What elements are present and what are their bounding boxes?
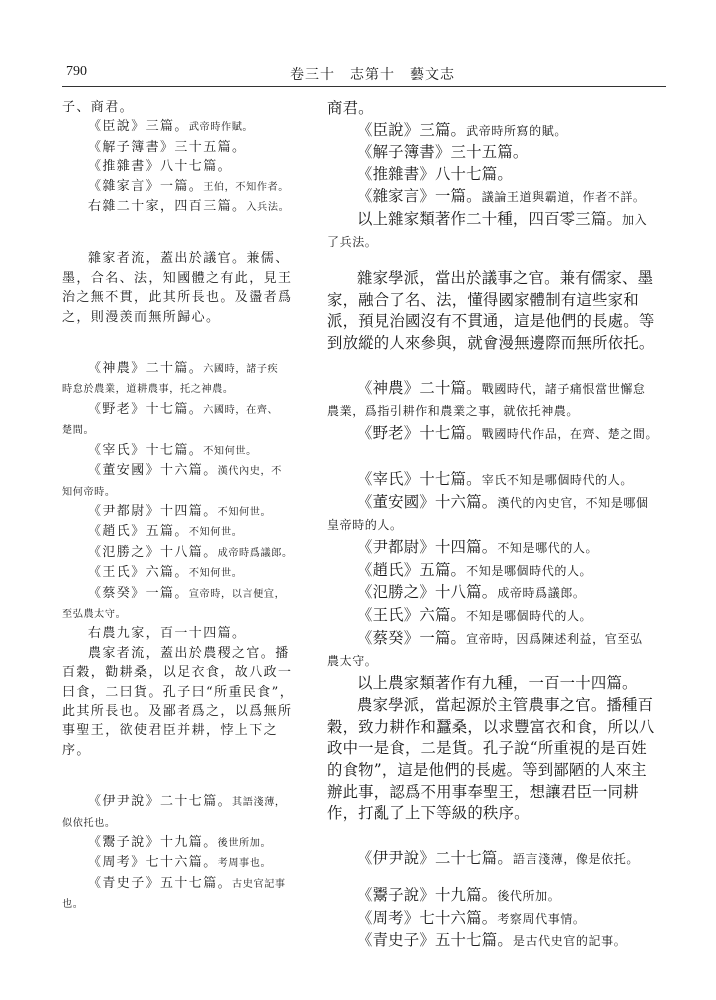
- line-annotation: 宣帝時，因爲陳述利益，官至弘: [466, 631, 643, 646]
- line-main-text: 《解子簿書》三十五篇。: [88, 139, 247, 155]
- line-main-text: 《伊尹說》二十七篇。: [357, 849, 513, 868]
- line-annotation: 至弘農太守。: [62, 608, 127, 620]
- line-main-text: 以上農家類著作有九種，一百一十四篇。: [357, 674, 638, 693]
- line-annotation: 漢代內史，不: [217, 466, 282, 478]
- text-line: [62, 177, 320, 197]
- text-line: [62, 874, 320, 894]
- running-title: 卷三十 志第十 藝文志: [290, 67, 455, 83]
- text-line: [62, 644, 320, 663]
- paragraph-gap: [327, 871, 627, 885]
- text-line: [62, 683, 320, 702]
- line-main-text: 政中一是食，二是貨。孔子說“所重視的是百姓: [327, 739, 647, 758]
- line-main-text: 《宰氏》十七篇。: [88, 442, 204, 458]
- text-line: [327, 186, 646, 209]
- text-line: [327, 650, 627, 673]
- text-line: [327, 848, 639, 871]
- line-annotation: 六國時，在齊、: [203, 404, 279, 416]
- text-line: [62, 117, 320, 137]
- text-line: [327, 400, 627, 423]
- line-annotation: 皇帝時的人。: [327, 518, 403, 533]
- paragraph-gap: [327, 254, 627, 268]
- text-line: [62, 663, 320, 682]
- text-line: [327, 695, 654, 717]
- line-annotation: 不知何世。: [188, 568, 243, 580]
- line-annotation: 成帝時爲議郎。: [497, 586, 586, 601]
- text-line: [327, 268, 654, 290]
- page-number: 790: [66, 64, 87, 79]
- line-main-text: 商君。: [327, 99, 374, 117]
- text-line: [62, 522, 320, 542]
- line-main-text: 《趙氏》五篇。: [88, 524, 189, 540]
- text-line: [62, 308, 320, 327]
- paragraph-gap: [62, 760, 320, 792]
- text-line: [327, 492, 649, 515]
- text-line: [62, 269, 320, 288]
- text-line: [327, 908, 627, 931]
- text-line: [327, 760, 647, 782]
- line-annotation: 考察周代事情。: [497, 911, 586, 926]
- line-annotation: 不知是哪個時代的人。: [466, 609, 593, 624]
- text-line: [62, 563, 320, 583]
- line-main-text: 《推雜書》八十七篇。: [88, 159, 233, 175]
- text-line: [327, 98, 627, 120]
- line-annotation: 入兵法。: [246, 202, 290, 214]
- text-line: [62, 461, 320, 481]
- line-main-text: 子、商君。: [62, 100, 135, 115]
- paragraph-gap: [327, 825, 627, 848]
- text-line: [62, 792, 320, 812]
- line-annotation: 武帝時作賦。: [188, 122, 254, 134]
- line-main-text: 《神農》二十篇。: [88, 361, 204, 377]
- text-line: [327, 164, 627, 186]
- text-line: [62, 98, 320, 117]
- line-annotation: 加入: [622, 212, 648, 227]
- line-annotation: 似依托也。: [62, 817, 116, 829]
- paragraph-gap: [62, 217, 320, 249]
- line-main-text: 穀，致力耕作和蠶桑，以求豐富衣和食，所以八: [327, 717, 655, 736]
- line-main-text: 右雜二十家，四百三篇。: [88, 199, 247, 215]
- text-line: [327, 628, 643, 651]
- line-annotation: 不知是哪代的人。: [497, 540, 599, 555]
- line-main-text: 之，則漫羡而無所歸心。: [62, 309, 221, 325]
- text-line: [327, 378, 646, 401]
- translation-column: [327, 98, 659, 953]
- line-main-text: 《雜家言》一篇。: [88, 178, 204, 194]
- line-annotation: 王伯，不知作者。: [203, 181, 290, 193]
- text-line: [62, 482, 320, 502]
- line-main-text: 《王氏》六篇。: [88, 565, 189, 581]
- text-line: [62, 502, 320, 522]
- text-line: [62, 721, 320, 740]
- text-line: [62, 894, 320, 914]
- line-main-text: 雜家者流，蓋出於議官。兼儒、: [88, 251, 290, 267]
- text-line: [327, 120, 627, 143]
- line-annotation: 古史官記事: [232, 878, 286, 890]
- line-main-text: 辦此事，認爲不用事奉聖王，想讓君臣一同耕: [327, 782, 639, 801]
- line-main-text: 《臣說》三篇。: [357, 120, 467, 139]
- line-main-text: 《鬻子說》十九篇。: [88, 835, 218, 850]
- line-main-text: 農家學派，當起源於主管農事之官。播種百: [357, 695, 654, 714]
- line-annotation: 不知何世。: [188, 527, 243, 539]
- paragraph-gap: [62, 327, 320, 359]
- line-main-text: 曰食，二曰貨。孔子曰“所重民食”，: [62, 684, 295, 700]
- text-line: [62, 702, 320, 721]
- line-main-text: 治之無不貫，此其所長也。及盪者爲: [62, 290, 293, 306]
- line-annotation: 武帝時所寫的賦。: [466, 123, 567, 138]
- line-main-text: 《周考》七十六篇。: [357, 908, 498, 927]
- classical-text-column: [62, 98, 320, 915]
- line-main-text: 雜家學派，當出於議事之官。兼有儒家、墨: [357, 268, 654, 287]
- text-line: [62, 441, 320, 461]
- line-annotation: 戰國時代作品，在齊、楚之間。: [481, 427, 659, 442]
- text-line: [327, 930, 627, 953]
- line-annotation: 考周事也。: [217, 858, 272, 870]
- line-main-text: 《董安國》十六篇。: [88, 463, 218, 479]
- line-main-text: 《尹都尉》十四篇。: [357, 537, 498, 556]
- line-annotation: 六國時，諸子疾: [203, 364, 279, 376]
- text-line: [327, 142, 627, 164]
- paragraph-gap: [327, 355, 627, 378]
- text-line: [327, 423, 659, 446]
- line-main-text: 墨，合名、法，知國體之有此，見王: [62, 270, 293, 286]
- line-main-text: 派，預見治國沒有不貫通，這是他們的長處。等: [327, 312, 655, 331]
- line-main-text: 《雜家言》一篇。: [357, 186, 482, 205]
- line-main-text: 家，融合了名、法，懂得國家體制有這些家和: [327, 290, 639, 309]
- line-main-text: 農家者流，蓋出於農稷之官。播: [88, 645, 290, 661]
- line-annotation: 其語淺薄，: [232, 797, 286, 809]
- text-line: [62, 624, 320, 643]
- line-main-text: 《推雜書》八十七篇。: [357, 165, 513, 184]
- line-annotation: 不知何世。: [203, 445, 257, 457]
- line-main-text: 《野老》十七篇。: [357, 424, 482, 443]
- line-main-text: 序。: [62, 742, 91, 758]
- line-main-text: 《周考》七十六篇。: [88, 855, 218, 871]
- text-line: [327, 673, 638, 695]
- line-annotation: 不知是哪個時代的人。: [466, 563, 593, 578]
- line-annotation: 也。: [62, 899, 84, 911]
- text-line: [327, 582, 627, 605]
- line-main-text: 《解子簿書》三十五篇。: [357, 143, 529, 162]
- text-line: [327, 469, 633, 492]
- line-annotation: 漢代的內史官，不知是哪個: [497, 495, 649, 510]
- text-line: [327, 885, 627, 908]
- line-annotation: 後代所加。: [497, 888, 561, 903]
- line-main-text: 《伊尹說》二十七篇。: [88, 794, 233, 810]
- text-line: [327, 738, 647, 760]
- line-main-text: 到放縱的人來參與，就會漫無邊際而無所依托。: [327, 334, 655, 353]
- line-main-text: 《宰氏》十七篇。: [357, 469, 482, 488]
- text-line: [327, 537, 627, 560]
- line-annotation: 時怠於農業，道耕農事，托之神農。: [62, 384, 234, 396]
- line-main-text: 以上雜家類著作二十種，四百零三篇。: [357, 209, 623, 228]
- line-main-text: 右農九家，百一十四篇。: [88, 626, 247, 642]
- text-line: [327, 514, 627, 537]
- line-annotation: 知何帝時。: [62, 486, 116, 498]
- text-line: [62, 543, 320, 563]
- text-line: [327, 231, 627, 254]
- text-line: [327, 560, 627, 583]
- line-annotation: 戰國時代，諸子痛恨當世懈怠: [481, 381, 646, 396]
- text-line: [62, 359, 320, 379]
- line-main-text: 《青史子》五十七篇。: [88, 875, 233, 891]
- line-main-text: 《蔡癸》一篇。: [357, 628, 467, 647]
- line-main-text: 作，打亂了上下等級的秩序。: [327, 804, 530, 823]
- line-main-text: 《王氏》六篇。: [357, 606, 467, 625]
- text-line: [62, 741, 320, 760]
- text-line: [327, 290, 639, 312]
- line-annotation: 語言淺薄，像是依托。: [512, 852, 639, 867]
- text-line: [327, 333, 655, 355]
- text-line: [62, 288, 320, 307]
- line-annotation: 成帝時爲議郎。: [217, 547, 293, 559]
- line-annotation: 了兵法。: [327, 235, 378, 250]
- text-line: [62, 138, 320, 157]
- line-main-text: 《神農》二十篇。: [357, 378, 482, 397]
- line-annotation: 不知何世。: [217, 506, 272, 518]
- line-annotation: 農太守。: [327, 654, 378, 669]
- line-annotation: 楚間。: [62, 425, 95, 437]
- text-line: [327, 311, 655, 333]
- text-line: [62, 813, 320, 833]
- paragraph-gap: [327, 446, 627, 469]
- line-main-text: 《鬻子說》十九篇。: [357, 885, 498, 904]
- text-line: [62, 584, 320, 604]
- page-header: [0, 0, 716, 88]
- line-main-text: 《青史子》五十七篇。: [357, 931, 513, 950]
- text-line: [62, 604, 320, 624]
- header-rule: [62, 86, 666, 87]
- text-line: [62, 833, 320, 853]
- text-line: [327, 717, 655, 739]
- line-main-text: 《氾勝之》十八篇。: [357, 583, 498, 602]
- line-annotation: 後世所加。: [217, 838, 272, 849]
- text-line: [62, 379, 320, 399]
- line-annotation: 宰氏不知是哪個時代的人。: [481, 472, 633, 487]
- text-line: [62, 853, 320, 873]
- line-annotation: 農業，爲指引耕作和農業之事，就依托神農。: [327, 404, 580, 419]
- text-line: [62, 157, 320, 176]
- text-line: [327, 782, 639, 804]
- line-main-text: 《趙氏》五篇。: [357, 560, 467, 579]
- line-main-text: 百穀，勸耕桑，以足衣食，故八政一: [62, 665, 293, 681]
- line-main-text: 《臣說》三篇。: [88, 119, 189, 135]
- line-main-text: 《蔡癸》一篇。: [88, 585, 189, 601]
- line-main-text: 事聖王，欲使君臣并耕，悖上下之: [62, 723, 279, 739]
- line-annotation: 議論王道與霸道，作者不詳。: [481, 189, 646, 204]
- line-main-text: 此其所長也。及鄙者爲之，以爲無所: [62, 703, 293, 719]
- text-line: [62, 400, 320, 420]
- text-line: [327, 209, 648, 232]
- text-line: [327, 803, 627, 825]
- line-main-text: 《董安國》十六篇。: [357, 492, 498, 511]
- line-main-text: 《尹都尉》十四篇。: [88, 503, 218, 519]
- line-annotation: 是古代史官的記事。: [512, 934, 627, 949]
- line-main-text: 《野老》十七篇。: [88, 401, 204, 417]
- line-main-text: 的食物”，這是他們的長處。等到鄙陋的人來主: [327, 760, 647, 779]
- text-line: [62, 249, 320, 268]
- text-line: [327, 605, 627, 628]
- line-main-text: 《氾勝之》十八篇。: [88, 544, 218, 560]
- line-annotation: 宣帝時，以言便宜，: [188, 588, 286, 600]
- text-line: [62, 420, 320, 440]
- text-line: [62, 197, 320, 217]
